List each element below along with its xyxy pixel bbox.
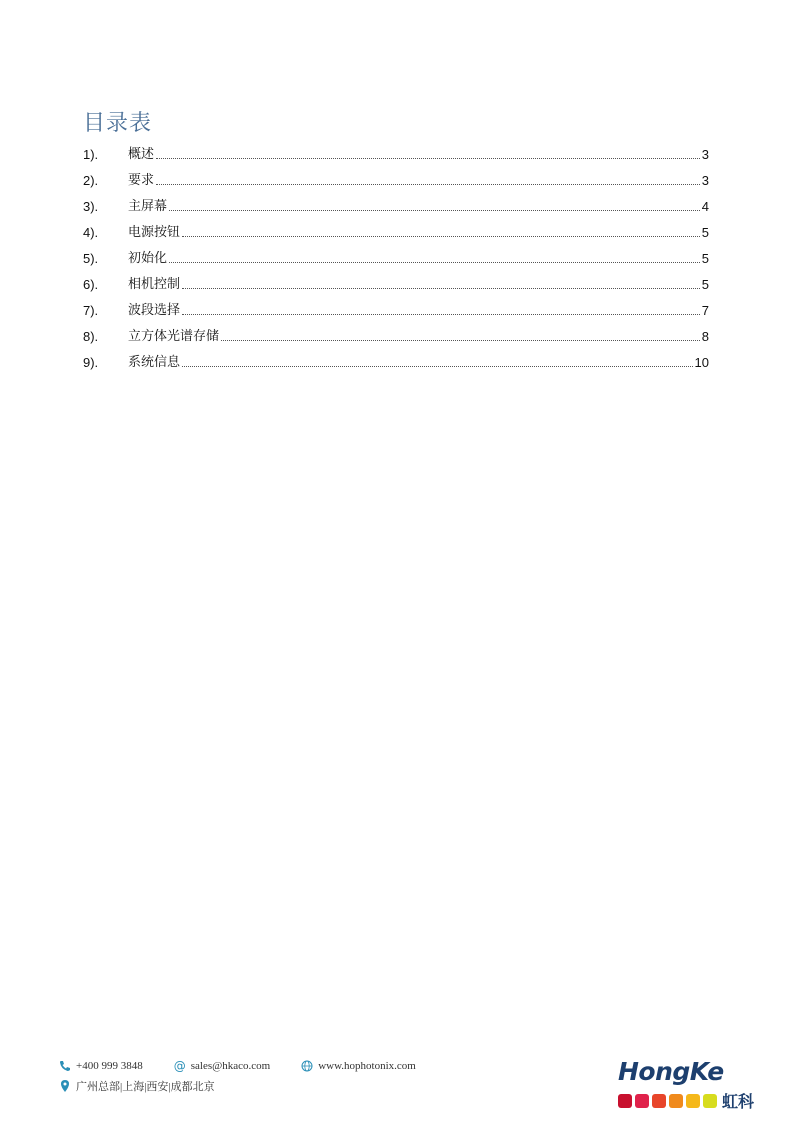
toc-entry-label: 概述 (128, 147, 155, 162)
toc-entry-number: 5). (83, 251, 99, 266)
logo-chinese: 虹科 (722, 1092, 755, 1111)
logo-color-square (618, 1094, 632, 1108)
hongke-logo (618, 1058, 760, 1112)
footer (58, 1058, 446, 1094)
toc-entry[interactable] (83, 319, 709, 345)
logo-color-square (686, 1094, 700, 1108)
toc-entry-page: 3 (701, 147, 709, 162)
toc-entry-page: 4 (701, 199, 709, 214)
at-icon: @ (173, 1059, 186, 1073)
toc-entry[interactable] (83, 189, 709, 215)
toc-list (83, 137, 709, 371)
toc-dot-leader (156, 183, 700, 185)
toc-dot-leader (182, 287, 700, 289)
toc-dot-leader (182, 365, 693, 367)
logo-color-square (669, 1094, 683, 1108)
website-text[interactable]: www.hophotonix.com (318, 1060, 416, 1072)
toc-entry-number: 1). (83, 147, 99, 162)
toc-entry-page: 5 (701, 225, 709, 240)
toc-entry-page: 3 (701, 173, 709, 188)
toc-entry-label: 波段选择 (128, 303, 181, 318)
phone-text: +400 999 3848 (76, 1060, 143, 1072)
toc-dot-leader (156, 157, 700, 159)
toc-entry-page: 5 (701, 277, 709, 292)
toc-entry[interactable] (83, 215, 709, 241)
toc-entry-number: 4). (83, 225, 99, 240)
toc-dot-leader (182, 235, 700, 237)
toc-entry[interactable] (83, 267, 709, 293)
toc-entry-label: 立方体光谱存储 (128, 329, 220, 344)
toc-entry-label: 系统信息 (128, 355, 181, 370)
toc-entry-number: 6). (83, 277, 99, 292)
toc-entry-label: 相机控制 (128, 277, 181, 292)
logo-wordmark: HongKe (618, 1057, 724, 1086)
toc-entry[interactable] (83, 293, 709, 319)
toc-entry-number: 9). (83, 355, 99, 370)
email-text[interactable]: sales@hkaco.com (190, 1060, 271, 1072)
toc-entry-page: 10 (694, 355, 709, 370)
toc-entry-label: 主屏幕 (128, 199, 168, 214)
toc-entry-label: 要求 (128, 173, 155, 188)
footer-email (173, 1059, 270, 1073)
toc-entry-label: 电源按钮 (128, 225, 181, 240)
toc-dot-leader (221, 339, 700, 341)
toc-entry-number: 8). (83, 329, 99, 344)
toc-dot-leader (182, 313, 700, 315)
toc-entry-page: 8 (701, 329, 709, 344)
toc-entry-number: 2). (83, 173, 99, 188)
toc-entry[interactable] (83, 345, 709, 371)
phone-icon (58, 1059, 72, 1073)
footer-phone (58, 1059, 143, 1073)
toc-title: 目录表 (83, 111, 153, 136)
toc-entry[interactable] (83, 163, 709, 189)
globe-icon (300, 1059, 314, 1073)
footer-website (300, 1059, 416, 1073)
logo-color-square (635, 1094, 649, 1108)
locations-text: 广州总部|上海|西安|成都北京 (76, 1081, 215, 1093)
toc-entry-number: 3). (83, 199, 99, 214)
toc-entry[interactable] (83, 241, 709, 267)
toc-entry-page: 7 (701, 303, 709, 318)
logo-color-squares (618, 1089, 760, 1112)
toc-dot-leader (169, 261, 700, 263)
toc-entry-label: 初始化 (128, 251, 168, 266)
logo-color-square (652, 1094, 666, 1108)
pin-icon (58, 1079, 72, 1093)
toc-entry[interactable] (83, 137, 709, 163)
toc-entry-number: 7). (83, 303, 99, 318)
toc-dot-leader (169, 209, 700, 211)
toc-entry-page: 5 (701, 251, 709, 266)
logo-color-square (703, 1094, 717, 1108)
